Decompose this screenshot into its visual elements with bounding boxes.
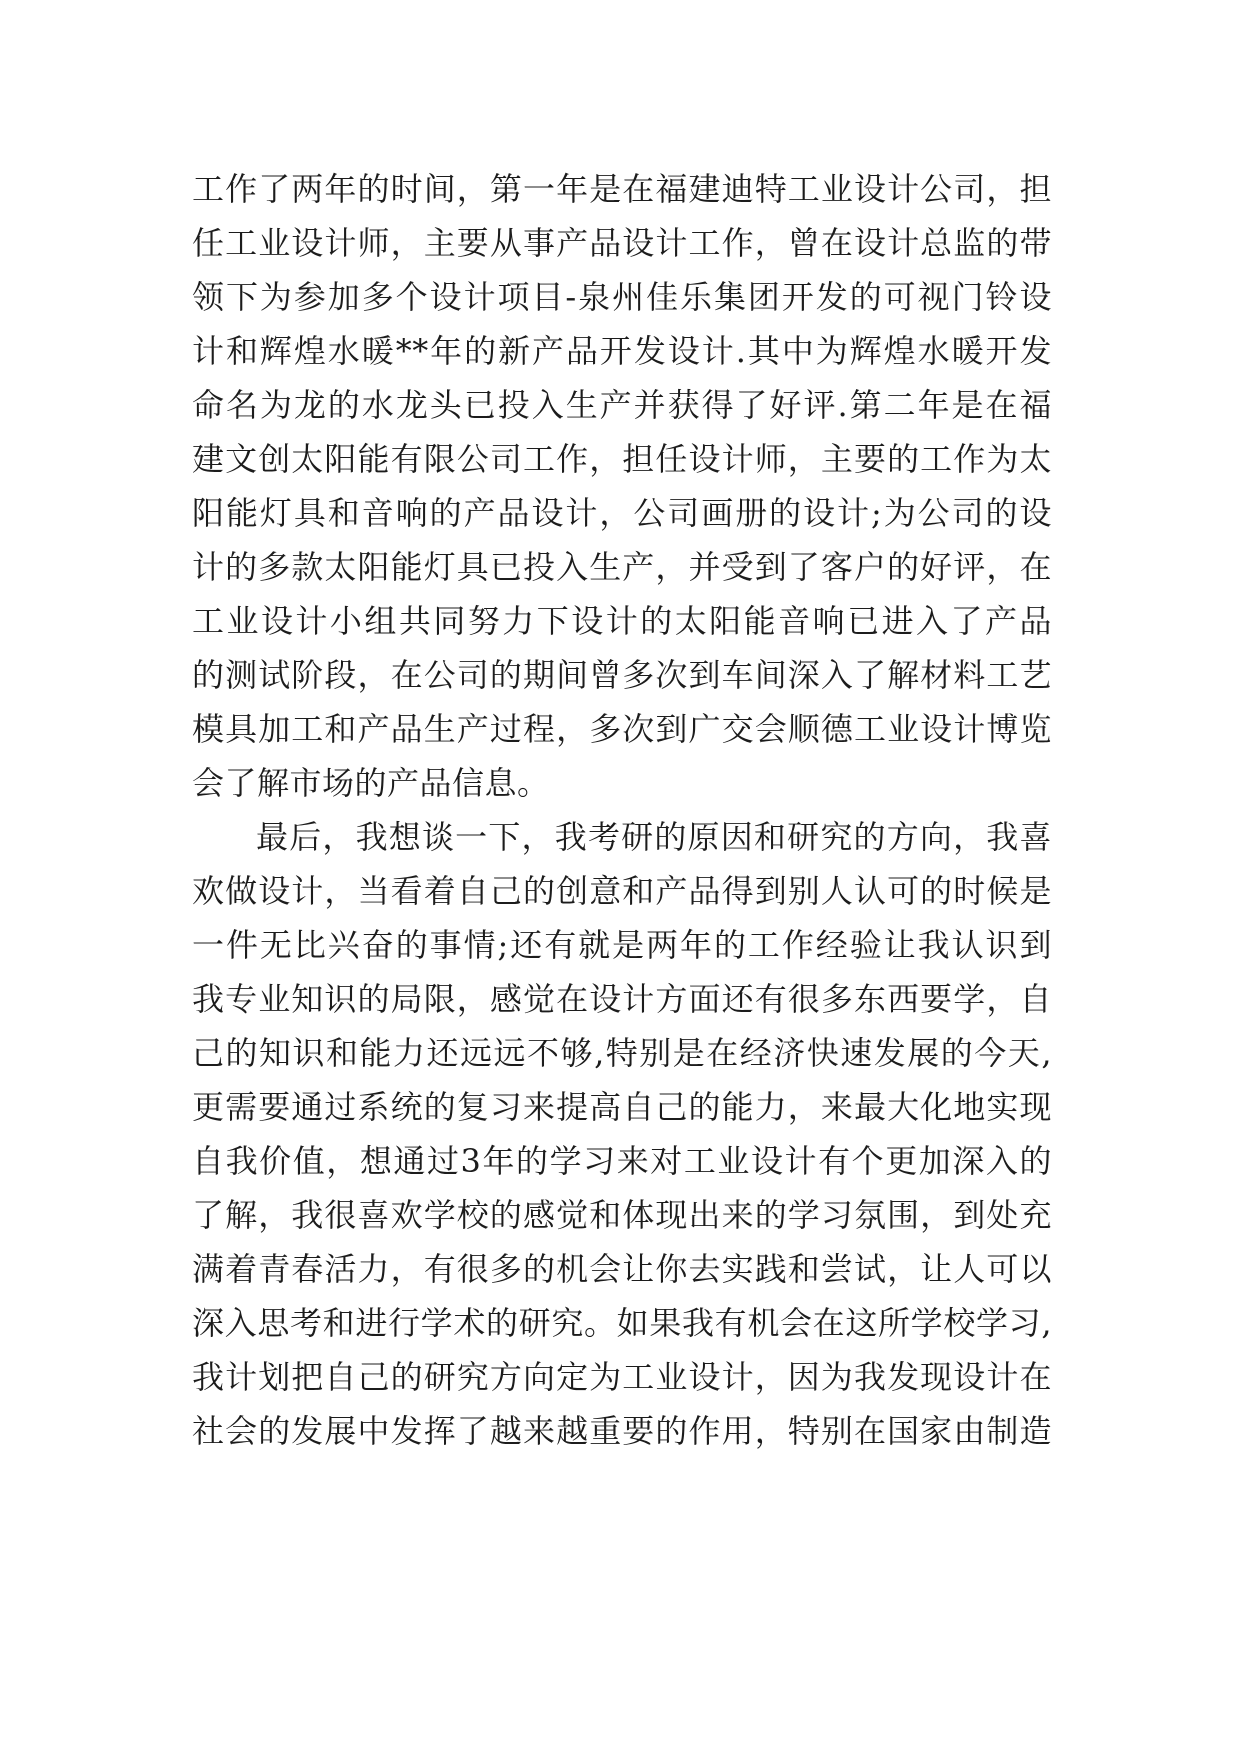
text-line: 满着青春活力，有很多的机会让你去实践和尝试，让人可以 (192, 1250, 1052, 1288)
text-line: 计和辉煌水暖**年的新产品开发设计.其中为辉煌水暖开发 (192, 332, 1052, 370)
text-line: 计的多款太阳能灯具已投入生产，并受到了客户的好评，在 (192, 548, 1052, 586)
text-line: 工作了两年的时间，第一年是在福建迪特工业设计公司，担 (192, 170, 1052, 208)
text-line: 最后，我想谈一下，我考研的原因和研究的方向，我喜 (256, 818, 1052, 856)
text-line: 我计划把自己的研究方向定为工业设计，因为我发现设计在 (192, 1358, 1052, 1396)
text-line: 任工业设计师，主要从事产品设计工作，曾在设计总监的带 (192, 224, 1052, 262)
text-line: 的测试阶段，在公司的期间曾多次到车间深入了解材料工艺 (192, 656, 1052, 694)
text-line: 自我价值，想通过3年的学习来对工业设计有个更加深入的 (192, 1142, 1052, 1180)
text-line: 更需要通过系统的复习来提高自己的能力，来最大化地实现 (192, 1088, 1052, 1126)
text-line: 一件无比兴奋的事情;还有就是两年的工作经验让我认识到 (192, 926, 1052, 964)
text-line: 社会的发展中发挥了越来越重要的作用，特别在国家由制造 (192, 1412, 1052, 1450)
text-line: 欢做设计，当看着自己的创意和产品得到别人认可的时候是 (192, 872, 1052, 910)
text-line: 模具加工和产品生产过程，多次到广交会顺德工业设计博览 (192, 710, 1052, 748)
text-line: 阳能灯具和音响的产品设计，公司画册的设计;为公司的设 (192, 494, 1052, 532)
text-line: 深入思考和进行学术的研究。如果我有机会在这所学校学习, (192, 1304, 1052, 1342)
document-body (192, 162, 1052, 1458)
text-line: 己的知识和能力还远远不够,特别是在经济快速发展的今天, (192, 1034, 1052, 1072)
text-line: 命名为龙的水龙头已投入生产并获得了好评.第二年是在福 (192, 386, 1052, 424)
paragraph-research-motivation (192, 810, 1052, 1458)
text-line: 领下为参加多个设计项目-泉州佳乐集团开发的可视门铃设 (192, 278, 1052, 316)
text-line: 工业设计小组共同努力下设计的太阳能音响已进入了产品 (192, 602, 1052, 640)
text-line: 了解，我很喜欢学校的感觉和体现出来的学习氛围，到处充 (192, 1196, 1052, 1234)
text-line: 会了解市场的产品信息。 (192, 764, 550, 802)
paragraph-work-experience (192, 162, 1052, 810)
text-line: 我专业知识的局限，感觉在设计方面还有很多东西要学，自 (192, 980, 1052, 1018)
text-line: 建文创太阳能有限公司工作，担任设计师，主要的工作为太 (192, 440, 1052, 478)
